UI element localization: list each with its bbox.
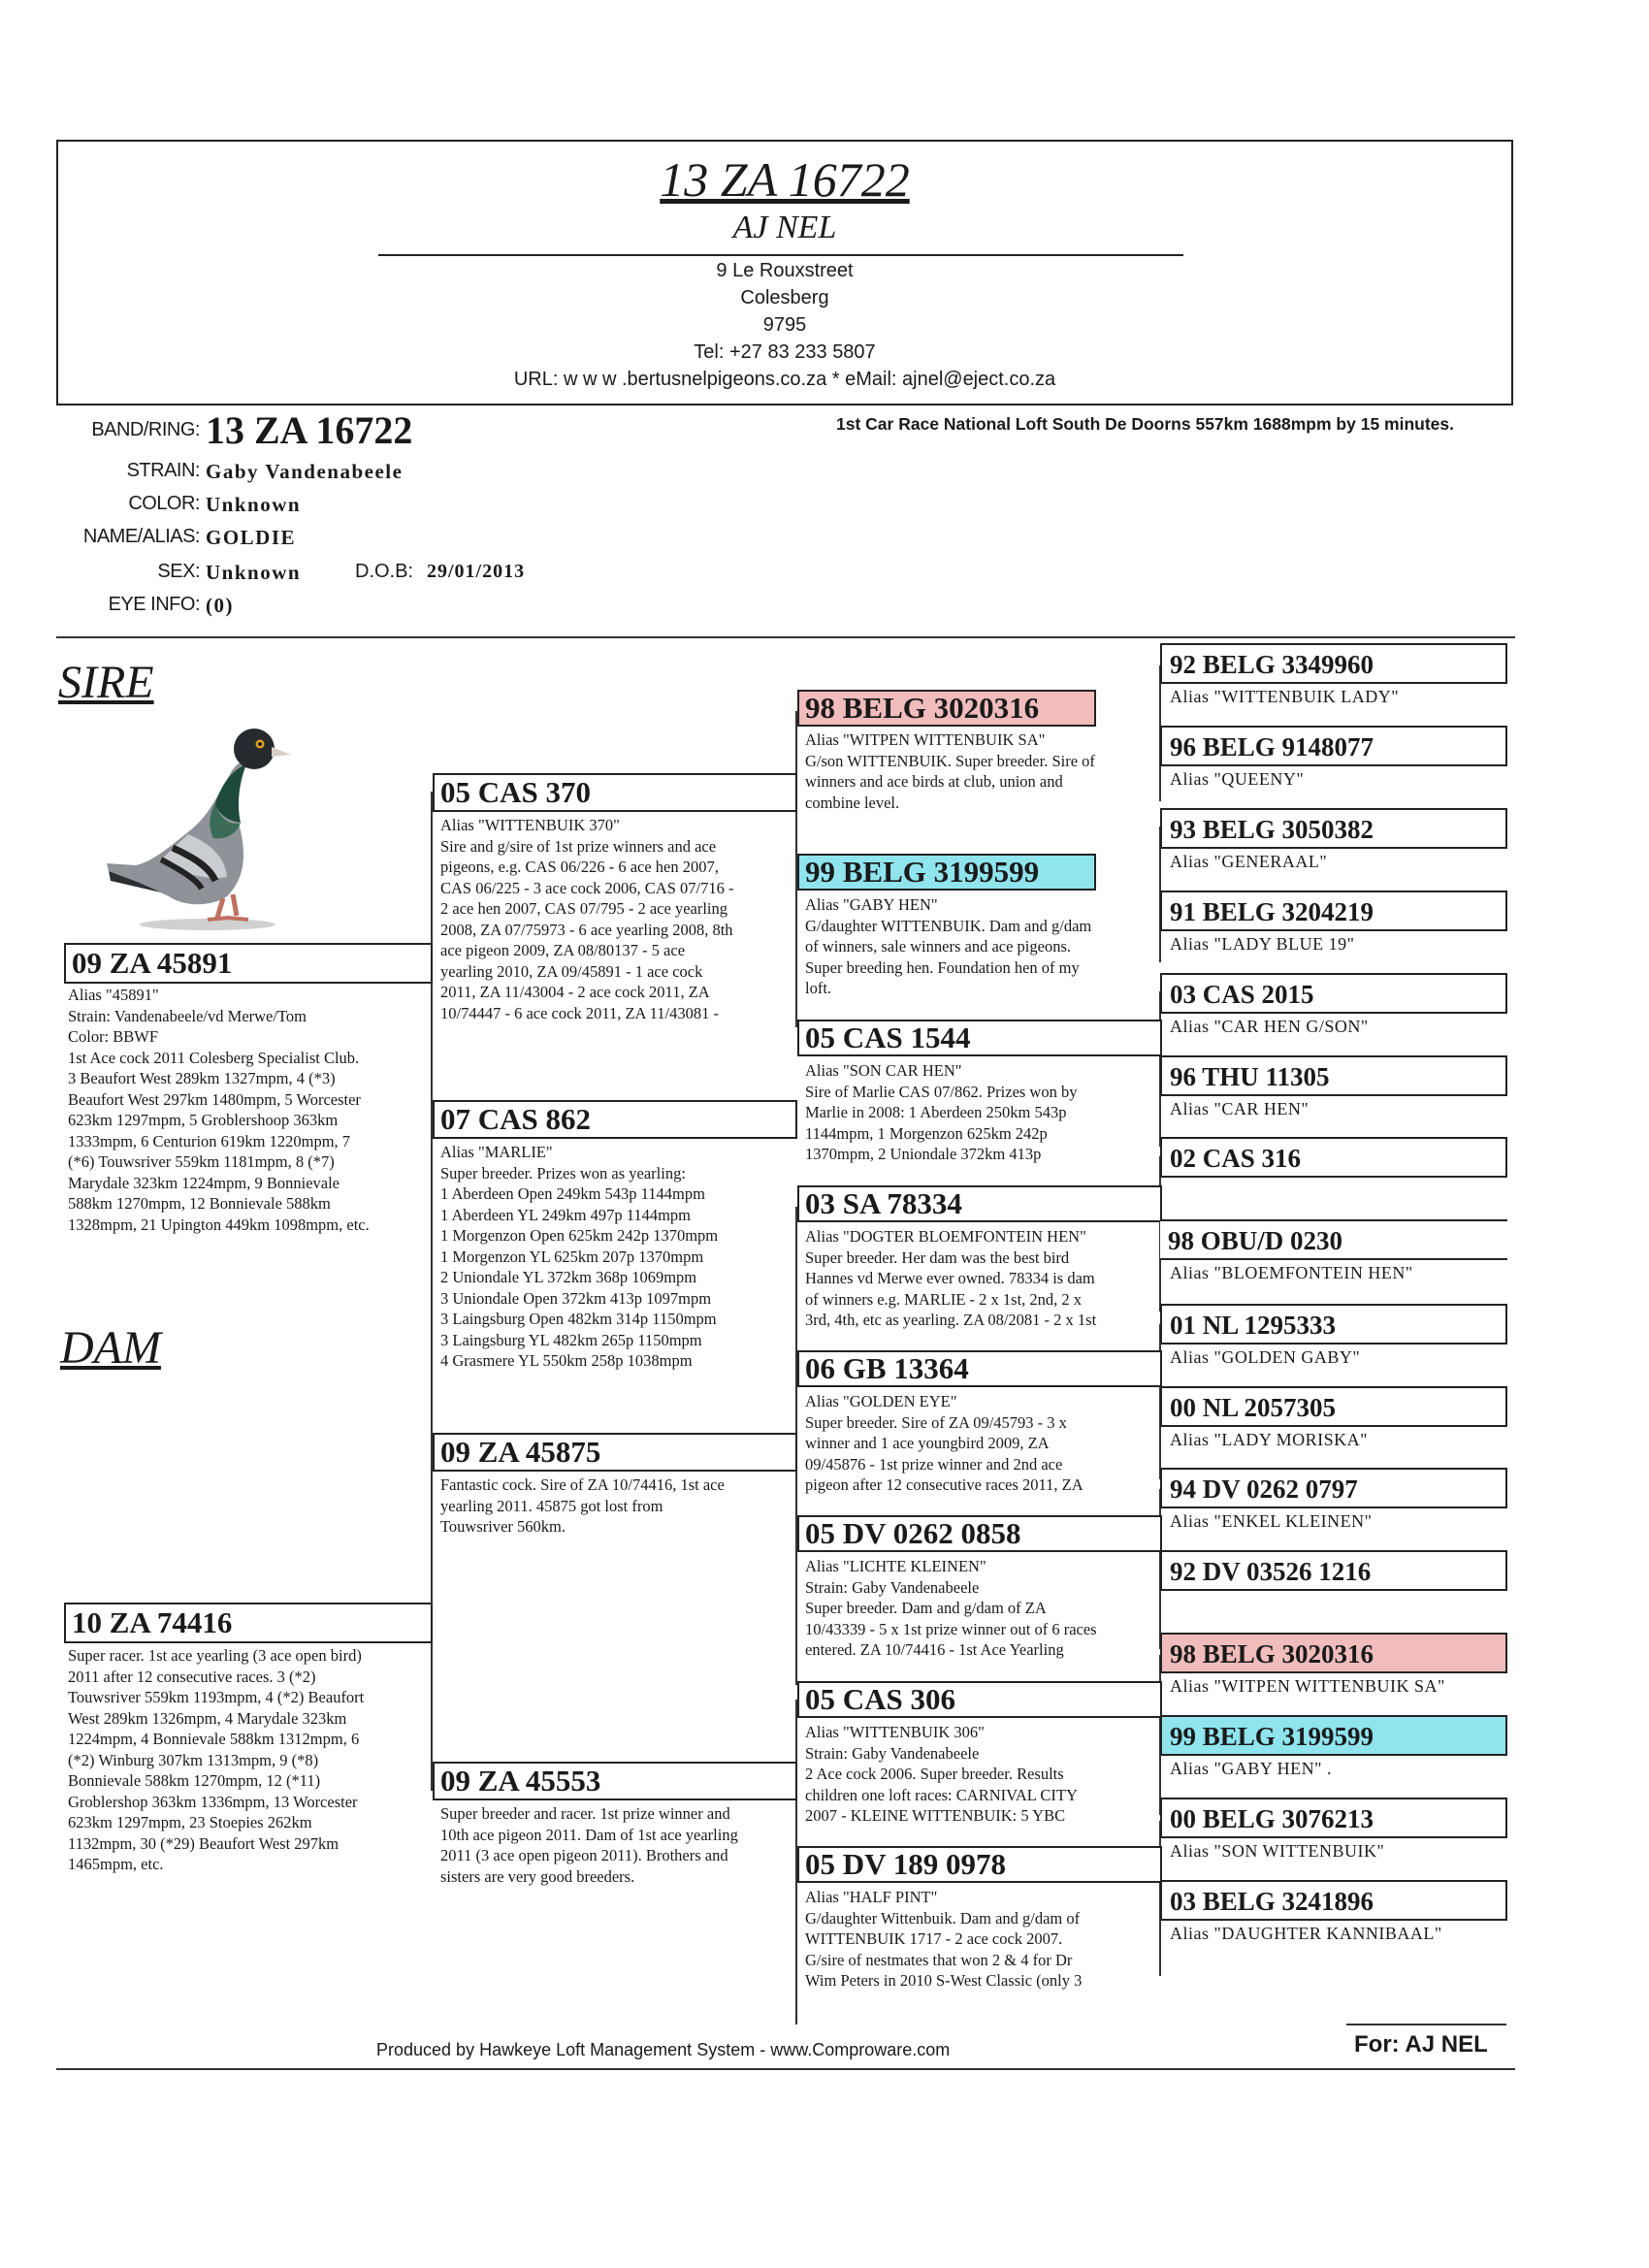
g4-ring-box-10[interactable]: 01 NL 1295333 <box>1160 1304 1507 1345</box>
achievement-text: 1st Car Race National Loft South De Doorns 557km 1688mpm by 15 minutes. <box>836 414 1454 434</box>
g4-ring-box-11[interactable]: 00 NL 2057305 <box>1160 1386 1507 1427</box>
g3-notes-5: Alias "GOLDEN EYE" Super breeder. Sire of ZA 09/45793 - 3 x winner and 1 ace youngbird 2009, ZA 09/45876 - 1st prize winner and 2nd ace pigeon after 12 consecutive races 2011, ZA <box>805 1392 1083 1494</box>
pigeon-photo <box>101 726 324 939</box>
footer-for-rule <box>1346 2024 1506 2025</box>
header-address-postcode: 9795 <box>762 314 807 336</box>
g2-ring-box-2[interactable]: 07 CAS 862 <box>433 1100 797 1139</box>
header-rule <box>378 254 1183 256</box>
strain-value: Gaby Vandenabeele <box>206 460 404 483</box>
dam-heading: DAM <box>60 1322 161 1374</box>
g4-ring-box-9[interactable]: 98 OBU/D 0230 <box>1160 1221 1507 1260</box>
g4-alias-6: Alias "CAR HEN" <box>1170 1099 1310 1118</box>
g3-notes-4: Alias "DOGTER BLOEMFONTEIN HEN" Super breeder. Her dam was the best bird Hannes vd Merwe ever owned. 78334 is dam of winners e.g. MARLIE - 2 x 1st, 2nd, 2 x 3rd, 4th, etc as yearling. ZA 08/2081 - 2 x 1st <box>805 1227 1097 1329</box>
details-divider <box>56 636 1515 638</box>
dam-ring-box[interactable]: 10 ZA 74416 <box>64 1603 433 1643</box>
g3-ring-box-1[interactable]: 98 BELG 3020316 <box>797 690 1096 727</box>
g3-notes-1: Alias "WITPEN WITTENBUIK SA" G/son WITTENBUIK. Super breeder. Sire of winners and ace birds at club, union and combine level. <box>805 730 1095 812</box>
g3-ring-box-4[interactable]: 03 SA 78334 <box>797 1185 1162 1222</box>
header-ring-number: 13 ZA 16722 <box>660 152 910 207</box>
g4-ring-box-1[interactable]: 92 BELG 3349960 <box>1160 643 1507 684</box>
g4-ring-box-4[interactable]: 91 BELG 3204219 <box>1160 891 1507 931</box>
g4-ring-box-14[interactable]: 98 BELG 3020316 <box>1160 1633 1507 1673</box>
g2-notes-2: Alias "MARLIE" Super breeder. Prizes won as yearling: 1 Aberdeen Open 249km 543p 1144mpm 1 Aberdeen YL 249km 497p 1144mpm 1 Morgenzon Open 625km 242p 1370mpm 1 Morgenzon YL 625km 207p 1370mpm 2 Uniondale YL 372km 368p 1069mpm 3 Uniondale Open 372km 413p 1097mpm 3 Laingsburg Open 482km 314p 1150mpm 3 Laingsburg YL 482km 265p 1150mpm 4 Grasmere YL 550km 258p 1038mpm <box>440 1143 719 1370</box>
g3-ring-box-7[interactable]: 05 CAS 306 <box>797 1681 1162 1718</box>
sex-value: Unknown <box>206 561 302 584</box>
g3-ring-box-8[interactable]: 05 DV 189 0978 <box>797 1846 1162 1883</box>
g3-ring-box-3[interactable]: 05 CAS 1544 <box>797 1020 1162 1056</box>
header-address-town: Colesberg <box>740 287 829 308</box>
color-label: COLOR: <box>128 493 200 514</box>
header-telephone: Tel: +27 83 233 5807 <box>694 341 876 363</box>
g4-alias-16: Alias "SON WITTENBUIK" <box>1170 1841 1385 1861</box>
band-value: 13 ZA 16722 <box>206 408 413 452</box>
g2-ring-box-4[interactable]: 09 ZA 45553 <box>433 1762 797 1800</box>
eye-info-value: (0) <box>206 594 234 617</box>
g4-alias-10: Alias "GOLDEN GABY" <box>1170 1347 1361 1367</box>
g4-alias-9: Alias "BLOEMFONTEIN HEN" <box>1170 1263 1413 1282</box>
g4-ring-box-16[interactable]: 00 BELG 3076213 <box>1160 1798 1507 1838</box>
footer-produced-by: Produced by Hawkeye Loft Management System - www.Comproware.com <box>376 2040 951 2059</box>
g4-ring-box-5[interactable]: 03 CAS 2015 <box>1160 973 1507 1014</box>
g4-ring-box-7[interactable]: 02 CAS 316 <box>1160 1137 1507 1178</box>
g4-alias-15: Alias "GABY HEN" . <box>1170 1759 1333 1778</box>
name-alias-label: NAME/ALIAS: <box>82 526 200 547</box>
g4-ring-box-13[interactable]: 92 DV 03526 1216 <box>1160 1550 1507 1591</box>
header-address-street: 9 Le Rouxstreet <box>716 260 854 281</box>
g2-ring-box-1[interactable]: 05 CAS 370 <box>433 773 797 812</box>
sex-label: SEX: <box>157 561 200 582</box>
g3-notes-8: Alias "HALF PINT" G/daughter Wittenbuik. Dam and g/dam of WITTENBUIK 1717 - 2 ace cock 2007. G/sire of nestmates that won 2 & 4 for Dr Wim Peters in 2010 S-West Classic (only 3 <box>805 1888 1083 1990</box>
g2-ring-box-3[interactable]: 09 ZA 45875 <box>433 1433 797 1472</box>
g3-notes-2: Alias "GABY HEN" G/daughter WITTENBUIK. Dam and g/dam of winners, sale winners and ace pigeons. Super breeding hen. Foundation hen of my loft. <box>805 895 1092 997</box>
name-alias-value: GOLDIE <box>206 526 297 549</box>
dob-value: 29/01/2013 <box>427 561 526 582</box>
g4-ring-box-17[interactable]: 03 BELG 3241896 <box>1160 1880 1507 1921</box>
dob-label: D.O.B: <box>355 561 414 582</box>
g2-notes-3: Fantastic cock. Sire of ZA 10/74416, 1st ace yearling 2011. 45875 got lost from Touwsriver 560km. <box>440 1475 725 1536</box>
sire-ring-box[interactable]: 09 ZA 45891 <box>64 943 433 984</box>
sire-notes: Alias "45891" Strain: Vandenabeele/vd Merwe/Tom Color: BBWF 1st Ace cock 2011 Colesberg Specialist Club. 3 Beaufort West 289km 1327mpm, 4 (*3) Beaufort West 297km 1480mpm, 5 Worcester 623km 1297mpm, 5 Groblershoop 363km 1333mpm, 6 Centurion 619km 1220mpm, 7 (*6) Touwsriver 559km 1181mpm, 8 (*7) Marydale 323km 1224mpm, 9 Bonnievale 588km 1270mpm, 12 Bonnievale 588km 1328mpm, 21 Upington 449km 1098mpm, etc. <box>68 986 370 1234</box>
g3-notes-3: Alias "SON CAR HEN" Sire of Marlie CAS 07/862. Prizes won by Marlie in 2008: 1 Aberdeen 250km 543p 1144mpm, 1 Morgenzon 625km 242p 1370mpm, 2 Uniondale 372km 413p <box>805 1061 1078 1163</box>
g4-alias-5: Alias "CAR HEN G/SON" <box>1170 1017 1369 1036</box>
g3-ring-box-6[interactable]: 05 DV 0262 0858 <box>797 1515 1162 1552</box>
color-value: Unknown <box>206 493 302 516</box>
g3-ring-box-5[interactable]: 06 GB 13364 <box>797 1350 1162 1387</box>
g4-ring-box-2[interactable]: 96 BELG 9148077 <box>1160 726 1507 766</box>
header-owner-name: AJ NEL <box>732 210 837 245</box>
g4-alias-2: Alias "QUEENY" <box>1170 769 1305 789</box>
g3-ring-box-2[interactable]: 99 BELG 3199599 <box>797 854 1096 891</box>
g4-alias-14: Alias "WITPEN WITTENBUIK SA" <box>1170 1676 1445 1696</box>
g4-alias-3: Alias "GENERAAL" <box>1170 852 1328 871</box>
g4-alias-12: Alias "ENKEL KLEINEN" <box>1170 1511 1373 1531</box>
eye-info-label: EYE INFO: <box>108 594 200 615</box>
sire-heading: SIRE <box>58 657 154 708</box>
g4-alias-17: Alias "DAUGHTER KANNIBAAL" <box>1170 1924 1442 1943</box>
g2-notes-4: Super breeder and racer. 1st prize winner and 10th ace pigeon 2011. Dam of 1st ace yearling 2011 (3 ace open pigeon 2011). Brothers and sisters are very good breeders. <box>440 1804 738 1886</box>
header-url-email: URL: w w w .bertusnelpigeons.co.za * eMail: ajnel@eject.co.za <box>513 369 1056 390</box>
band-label: BAND/RING: <box>91 419 200 440</box>
g2-notes-1: Alias "WITTENBUIK 370" Sire and g/sire of 1st prize winners and ace pigeons, e.g. CAS 06/226 - 6 ace hen 2007, CAS 06/225 - 3 ace cock 2006, CAS 07/716 - 2 ace hen 2007, CAS 07/795 - 2 ace yearling 2008, ZA 07/75973 - 6 ace yearling 2008, 8th ace pigeon 2009, ZA 08/80137 - 5 ace yearling 2010, ZA 09/45891 - 1 ace cock 2011, ZA 11/43004 - 2 ace cock 2011, ZA 10/74447 - 6 ace cock 2011, ZA 11/43081 - <box>440 816 734 1022</box>
footer-for-label: For: AJ NEL <box>1354 2031 1488 2057</box>
g4-alias-11: Alias "LADY MORISKA" <box>1170 1430 1369 1449</box>
g4-alias-1: Alias "WITTENBUIK LADY" <box>1170 687 1400 706</box>
g3-notes-6: Alias "LICHTE KLEINEN" Strain: Gaby Vandenabeele Super breeder. Dam and g/dam of ZA 10/43339 - 5 x 1st prize winner out of 6 races entered. ZA 10/74416 - 1st Ace Yearling <box>805 1557 1097 1659</box>
g3-notes-7: Alias "WITTENBUIK 306" Strain: Gaby Vandenabeele 2 Ace cock 2006. Super breeder. Results children one loft races: CARNIVAL CITY 2007 - KLEINE WITTENBUIK: 5 YBC <box>805 1723 1078 1825</box>
g4-ring-box-3[interactable]: 93 BELG 3050382 <box>1160 808 1507 849</box>
header-box <box>56 140 1513 405</box>
strain-label: STRAIN: <box>126 460 200 481</box>
g4-ring-box-15[interactable]: 99 BELG 3199599 <box>1160 1715 1507 1756</box>
dam-notes: Super racer. 1st ace yearling (3 ace open bird) 2011 after 12 consecutive races. 3 (*2) Touwsriver 559km 1193mpm, 4 (*2) Beaufort West 289km 1326mpm, 4 Marydale 323km 1224mpm, 4 Bonnievale 588km 1312mpm, 6 (*2) Winburg 307km 1313mpm, 9 (*8) Bonnievale 588km 1270mpm, 12 (*11) Groblershop 363km 1336mpm, 13 Worcester 623km 1297mpm, 23 Stoepies 262km 1132mpm, 30 (*29) Beaufort West 297km 1465mpm, etc. <box>68 1646 365 1873</box>
g4-alias-4: Alias "LADY BLUE 19" <box>1170 934 1355 954</box>
footer-divider <box>56 2068 1515 2070</box>
g4-ring-box-12[interactable]: 94 DV 0262 0797 <box>1160 1468 1507 1508</box>
g4-ring-box-6[interactable]: 96 THU 11305 <box>1160 1055 1507 1096</box>
